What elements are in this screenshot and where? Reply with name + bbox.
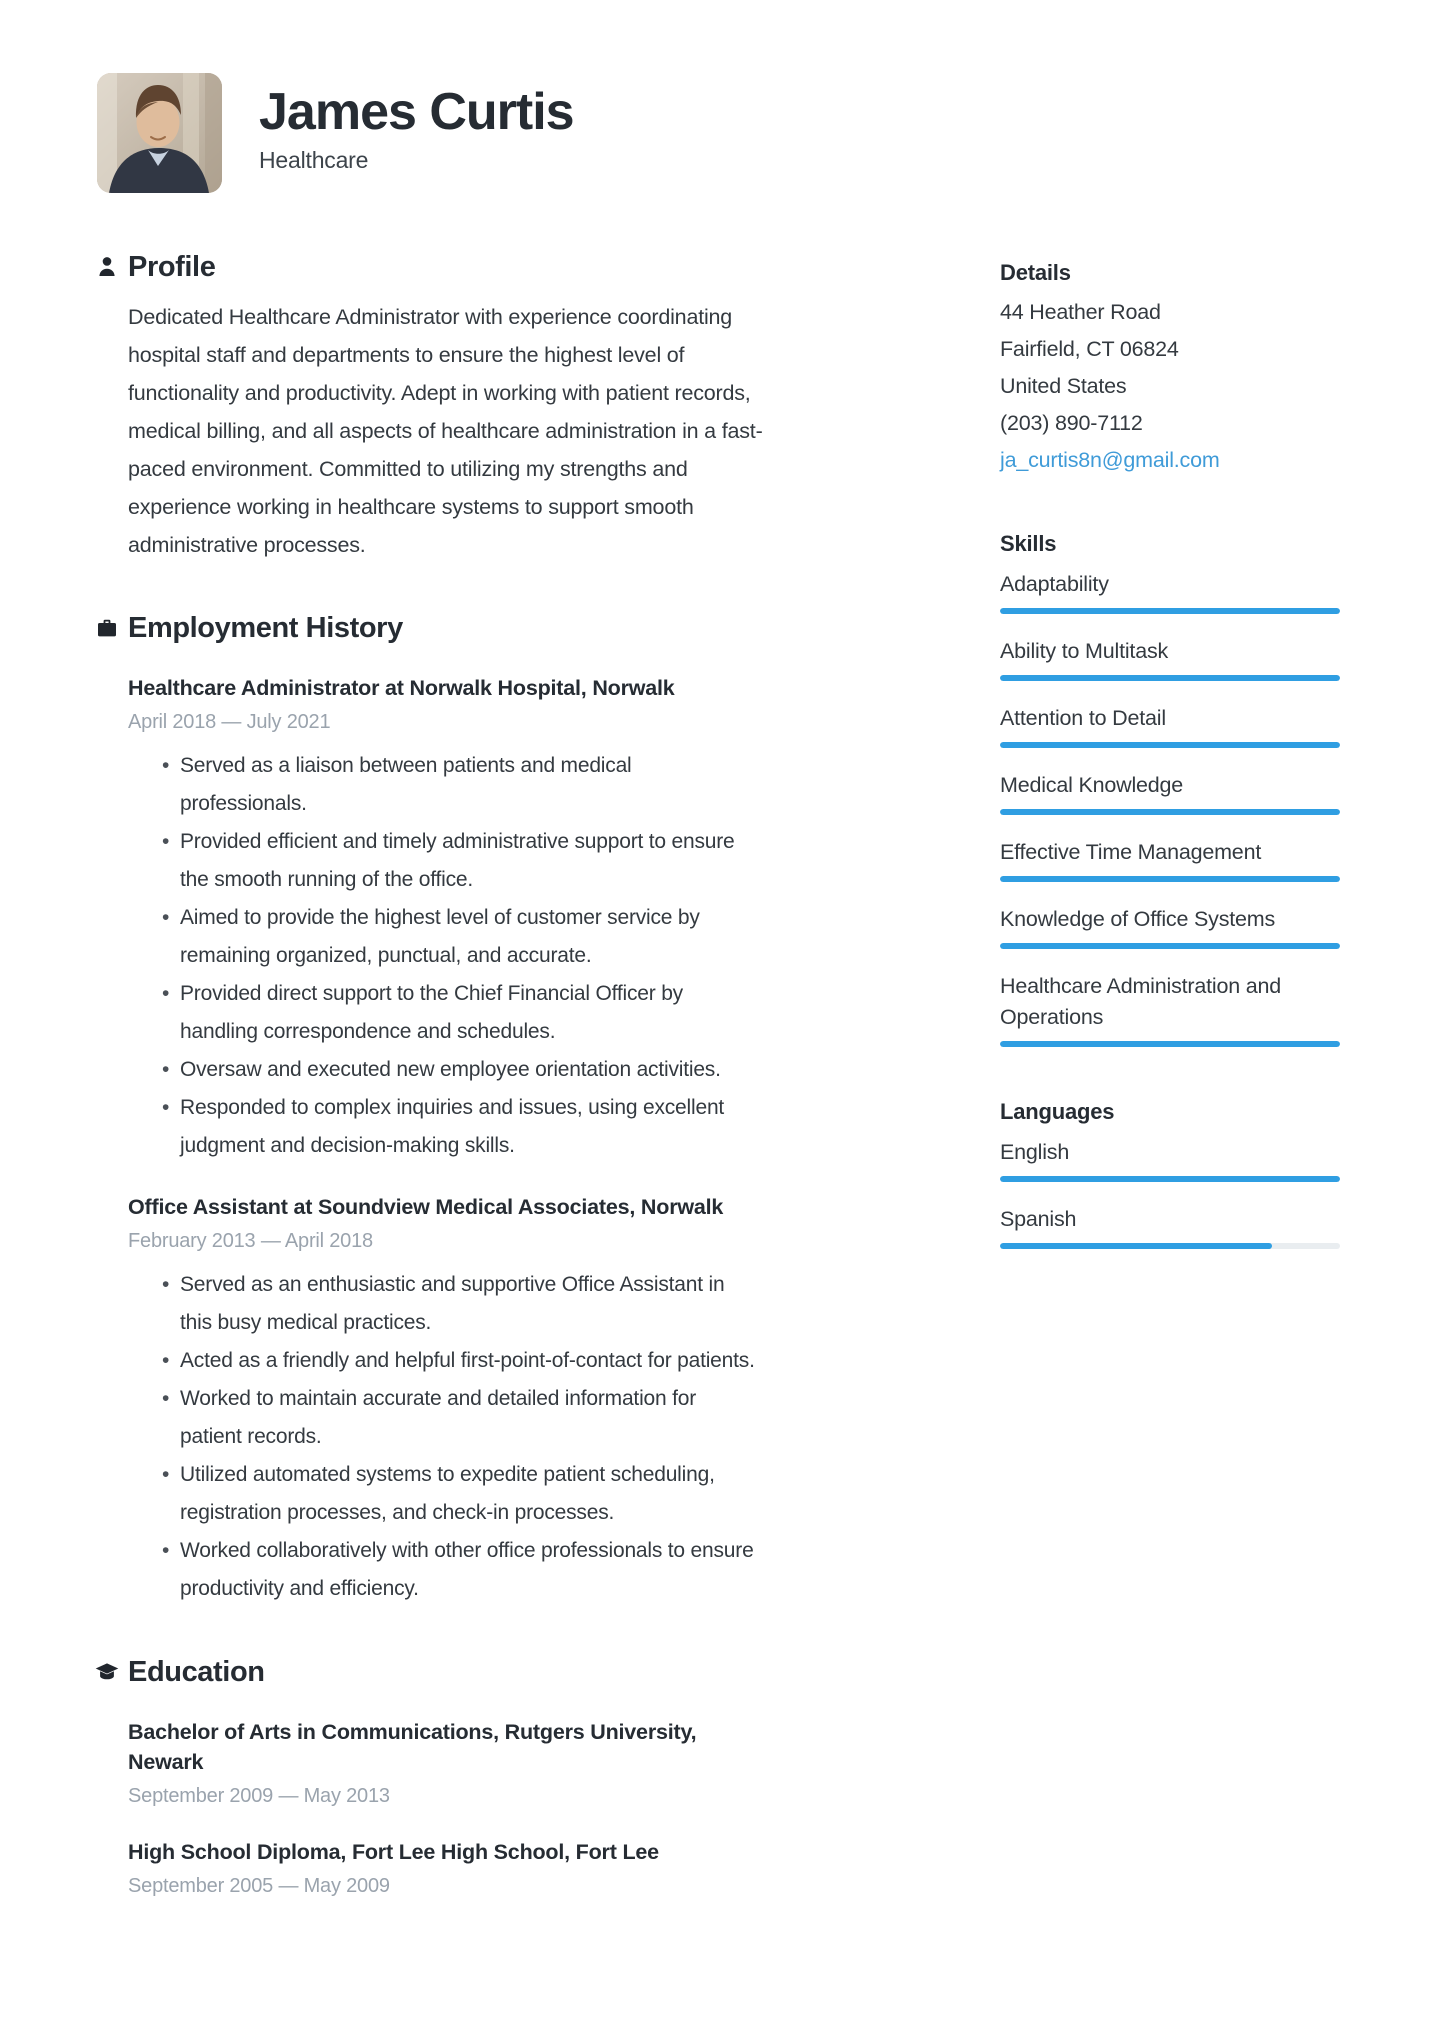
job-entry <box>128 673 755 1165</box>
skill-item <box>1000 770 1340 815</box>
skill-label: Attention to Detail <box>1000 706 1166 730</box>
skill-bar-track <box>1000 1041 1340 1047</box>
address-street: 44 Heather Road <box>1000 300 1161 324</box>
language-label: English <box>1000 1140 1070 1164</box>
sidebar-column <box>1000 249 1340 1946</box>
skill-item <box>1000 703 1340 748</box>
education-title: Bachelor of Arts in Communications, Rutgers University, Newark <box>128 1720 697 1774</box>
job-bullet: • Aimed to provide the highest level of customer service by remaining organized, punctual, and accurate. <box>128 899 755 975</box>
address-country: United States <box>1000 374 1127 398</box>
languages-list <box>1000 1137 1340 1249</box>
profile-heading: Profile <box>128 251 216 283</box>
briefcase-icon <box>95 616 119 640</box>
job-bullets <box>128 1266 755 1608</box>
skill-bar-fill <box>1000 742 1340 748</box>
name-block <box>259 73 574 193</box>
skill-bar-fill <box>1000 675 1340 681</box>
education-list <box>95 1717 755 1900</box>
skill-item <box>1000 636 1340 681</box>
skills-list <box>1000 569 1340 1047</box>
skill-bar-track <box>1000 742 1340 748</box>
profile-summary: Dedicated Healthcare Administrator with experience coordinating hospital staff and departments to ensure the highest level of functionality and productivity. Adept in working with patient records, medical billing, and all aspects of healthcare administration in a fast-paced environment. Committed to utilizing my strengths and experience working in healthcare systems to support smooth administrative processes. <box>128 305 763 557</box>
language-bar-fill <box>1000 1176 1340 1182</box>
graduation-cap-icon <box>95 1660 119 1684</box>
skill-bar-track <box>1000 608 1340 614</box>
skill-bar-track <box>1000 943 1340 949</box>
education-title: High School Diploma, Fort Lee High School, Fort Lee <box>128 1840 659 1864</box>
job-bullet: • Served as a liaison between patients and medical professionals. <box>128 747 755 823</box>
job-entry <box>128 1192 755 1608</box>
language-bar-track <box>1000 1243 1340 1249</box>
employment-section <box>95 610 755 1608</box>
skill-item <box>1000 904 1340 949</box>
portrait-photo <box>97 73 222 193</box>
skill-label: Ability to Multitask <box>1000 639 1169 663</box>
skills-section <box>1000 529 1340 1047</box>
job-bullet: • Oversaw and executed new employee orientation activities. <box>128 1051 755 1089</box>
skill-bar-fill <box>1000 809 1340 815</box>
language-item <box>1000 1137 1340 1182</box>
person-icon <box>95 255 119 279</box>
job-bullet: • Responded to complex inquiries and issues, using excellent judgment and decision-making skills. <box>128 1089 755 1165</box>
job-bullet: • Acted as a friendly and helpful first-point-of-contact for patients. <box>128 1342 755 1380</box>
education-dates: September 2009 — May 2013 <box>128 1785 390 1807</box>
details-section <box>1000 258 1340 479</box>
job-bullet: • Worked to maintain accurate and detailed information for patient records. <box>128 1380 755 1456</box>
skill-bar-fill <box>1000 608 1340 614</box>
education-heading: Education <box>128 1656 265 1688</box>
language-bar-fill <box>1000 1243 1272 1249</box>
education-entry <box>128 1837 755 1900</box>
candidate-name: James Curtis <box>259 83 574 141</box>
job-bullets <box>128 747 755 1165</box>
address-city: Fairfield, CT 06824 <box>1000 337 1179 361</box>
employment-heading: Employment History <box>128 612 403 644</box>
skill-label: Medical Knowledge <box>1000 773 1184 797</box>
employment-section-header <box>95 610 755 646</box>
job-bullet: • Utilized automated systems to expedite patient scheduling, registration processes, and check-in processes. <box>128 1456 755 1532</box>
job-bullet: • Provided direct support to the Chief Financial Officer by handling correspondence and schedules. <box>128 975 755 1051</box>
skill-bar-track <box>1000 876 1340 882</box>
skill-bar-track <box>1000 675 1340 681</box>
skill-item <box>1000 569 1340 614</box>
job-bullet: • Worked collaboratively with other office professionals to ensure productivity and efficiency. <box>128 1532 755 1608</box>
job-dates: February 2013 — April 2018 <box>128 1230 373 1252</box>
skills-heading: Skills <box>1000 531 1057 556</box>
candidate-job-title: Healthcare <box>259 147 369 174</box>
skill-bar-fill <box>1000 1041 1340 1047</box>
education-section <box>95 1654 755 1900</box>
details-body <box>1000 294 1340 479</box>
skill-item <box>1000 837 1340 882</box>
language-bar-track <box>1000 1176 1340 1182</box>
skill-label: Adaptability <box>1000 572 1109 596</box>
details-heading: Details <box>1000 260 1071 285</box>
resume-header <box>0 0 1440 193</box>
job-dates: April 2018 — July 2021 <box>128 711 331 733</box>
skill-item <box>1000 971 1340 1047</box>
profile-section <box>95 249 763 564</box>
profile-body <box>95 298 763 564</box>
email-link[interactable]: ja_curtis8n@gmail.com <box>1000 448 1220 472</box>
job-title: Healthcare Administrator at Norwalk Hospital, Norwalk <box>128 676 675 700</box>
skill-label: Healthcare Administration and Operations <box>1000 974 1282 1029</box>
phone-number: (203) 890-7112 <box>1000 411 1143 435</box>
profile-section-header <box>95 249 755 285</box>
skill-label: Knowledge of Office Systems <box>1000 907 1276 931</box>
skill-label: Effective Time Management <box>1000 840 1262 864</box>
languages-heading: Languages <box>1000 1099 1115 1124</box>
jobs-list <box>95 673 755 1608</box>
education-section-header <box>95 1654 755 1690</box>
language-label: Spanish <box>1000 1207 1077 1231</box>
skill-bar-fill <box>1000 876 1340 882</box>
resume-body <box>0 249 1440 1946</box>
language-item <box>1000 1204 1340 1249</box>
education-entry <box>128 1717 755 1810</box>
education-dates: September 2005 — May 2009 <box>128 1875 390 1897</box>
job-bullet: • Served as an enthusiastic and supportive Office Assistant in this busy medical practices. <box>128 1266 755 1342</box>
job-title: Office Assistant at Soundview Medical Associates, Norwalk <box>128 1195 724 1219</box>
job-bullet: • Provided efficient and timely administrative support to ensure the smooth running of the office. <box>128 823 755 899</box>
skill-bar-track <box>1000 809 1340 815</box>
main-column <box>95 249 763 1946</box>
languages-section <box>1000 1097 1340 1249</box>
skill-bar-fill <box>1000 943 1340 949</box>
